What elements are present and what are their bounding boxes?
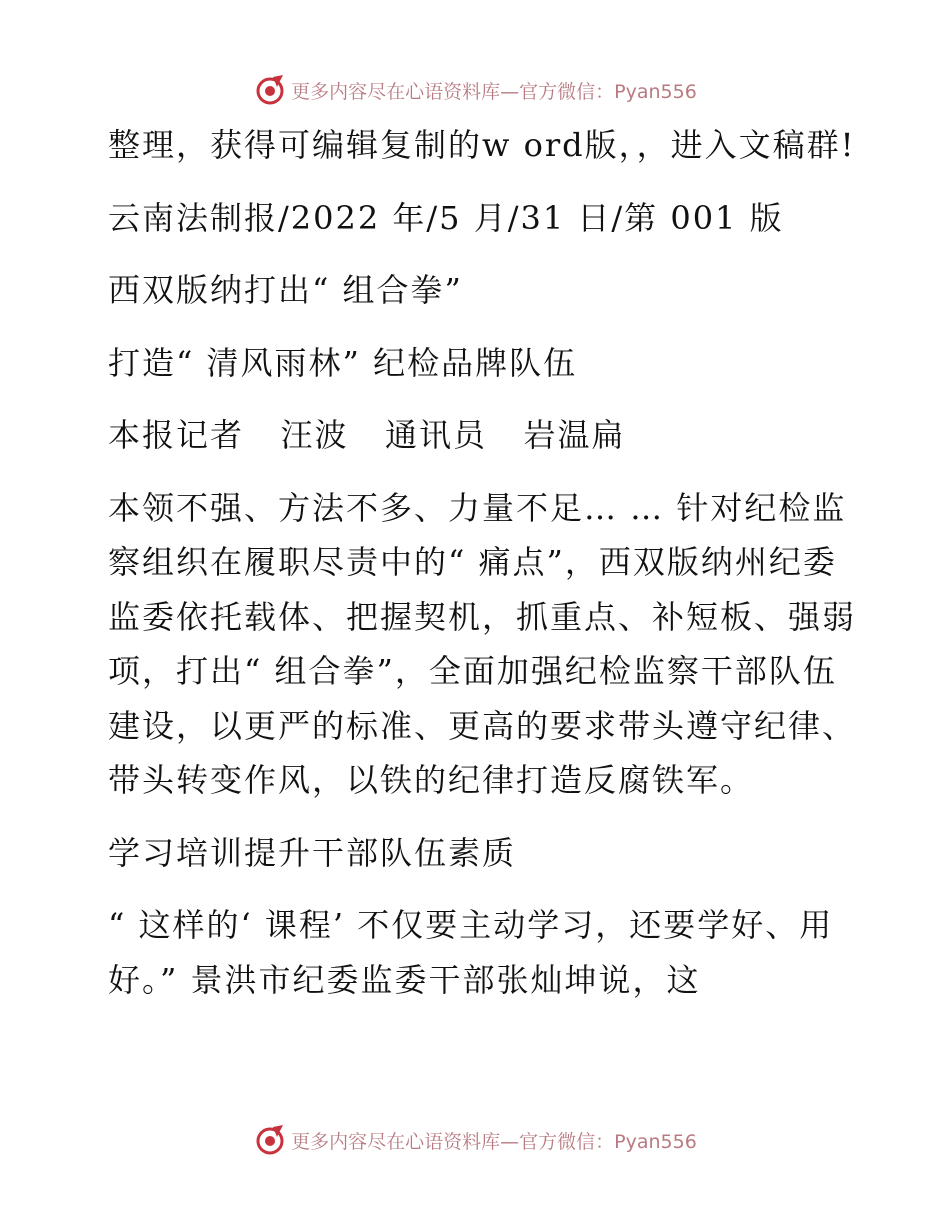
paragraph-intro: 整理，获得可编辑复制的w ord版，，进入文稿群! <box>108 126 856 164</box>
pen-logo-icon <box>253 73 287 107</box>
watermark-banner-top <box>0 70 950 110</box>
paragraph-source-line: 云南法制报/2022 年/5 月/31 日/第 001 版 <box>108 198 784 237</box>
paragraph-subheadline: 打造“ 清风雨林” 纪检品牌队伍 <box>108 343 578 382</box>
paragraph-lead: 本领不强、方法不多、力量不足… … 针对纪检监察组织在履职尽责中的“ 痛点”，西双版纳州纪委监委依托载体、把握契机，抓重点、补短板、强弱项，打出“ 组合拳”，全面加强纪检监察干部队伍建设，以更严的标准、更高的要求带头遵守纪律、带头转变作风，以铁的纪律打造反腐铁军。 <box>108 488 857 799</box>
watermark-text: 更多内容尽在心语资料库—官方微信：Pyan556 <box>291 80 697 103</box>
watermark-text: 更多内容尽在心语资料库—官方微信：Pyan556 <box>291 1130 697 1153</box>
watermark-banner-bottom <box>0 1120 950 1160</box>
pen-logo-icon <box>253 1123 287 1157</box>
document-body <box>96 118 866 1025</box>
paragraph-headline: 西双版纳打出“ 组合拳” <box>108 271 463 309</box>
paragraph-byline: 本报记者 汪波 通讯员 岩温扁 <box>108 416 626 454</box>
paragraph-section-heading: 学习培训提升干部队伍素质 <box>108 833 517 872</box>
paragraph-body: “ 这样的‘ 课程’ 不仅要主动学习，还要学好、用好。” 景洪市纪委监委干部张灿坤说，这 <box>108 906 834 999</box>
